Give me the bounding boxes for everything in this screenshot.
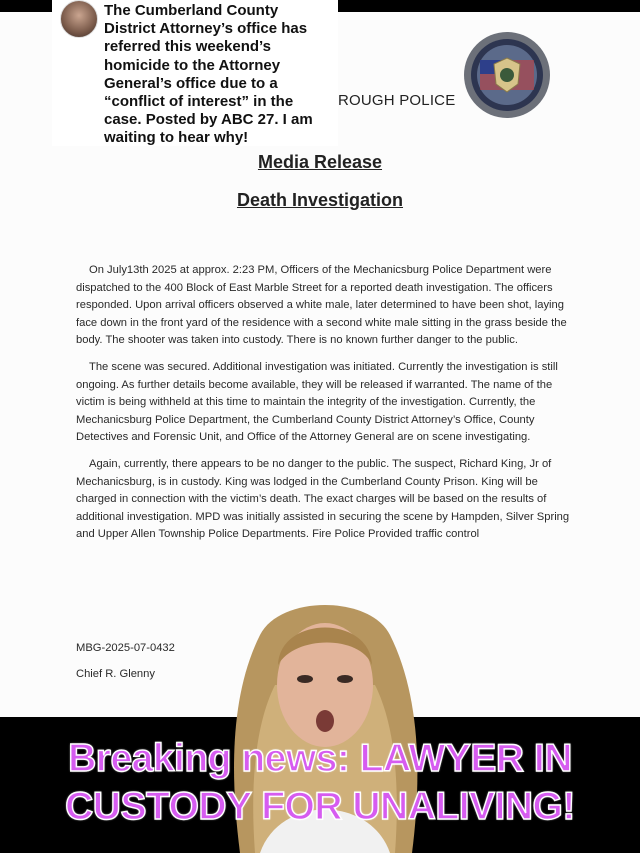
release-paragraph: On July13th 2025 at approx. 2:23 PM, Officers of the Mechanicsburg Police Department were dispatched to the 400 Block of East Marble Street for a reported death investigation. The officers responded. Upon arrival officers observed a white male, later determined to have been shot, laying face down in the front yard of the residence with a second white male sitting in the grass beside the body. The shooter was taken into custody. There is no known further danger to the public. [76,264,567,347]
comment-reply-bubble[interactable] [52,0,338,146]
avatar[interactable] [60,0,98,38]
breaking-news-caption-line1: Breaking news: LAWYER IN [68,737,572,780]
comment-text: The Cumberland County District Attorney’s office has referred this weekend’s homicide to the Attorney General’s office due to a “conflict of interest” in the case. Posted by ABC 27. I am waiting to hear why! [104,2,313,147]
department-heading: ROUGH POLICE [338,92,456,109]
police-seal-icon [462,30,552,120]
media-release-title: Media Release [257,152,383,172]
release-body [76,262,576,553]
release-paragraph: Again, currently, there appears to be no danger to the public. The suspect, Richard King, Jr of Mechanicsburg, is in custody. King was lodged in the Cumberland County Prison. King will be charged in connection with the victim’s death. The exact charges will be based on the results of additional investigation. MPD was initially assisted in securing the scene by Hampden, Silver Spring and Upper Allen Township Police Departments. Fire Police Provided traffic control [76,457,570,541]
release-paragraph: The scene was secured. Additional investigation was initiated. Currently the investigation is still ongoing. As further details become available, they will be released if warranted. The name of the victim is being withheld at this time to maintain the integrity of the investigation. Currently, the Mechanicsburg Police Department, the Cumberland County District Attorney’s Office, County Detectives and Forensic Unit, and Office of the Attorney General are on scene investigating. [76,360,558,444]
breaking-news-caption-line2: CUSTODY FOR UNALIVING! [65,785,575,828]
case-number: MBG-2025-07-0432 [76,642,175,654]
signature-line: Chief R. Glenny [76,668,155,680]
investigation-title: Death Investigation [236,190,404,210]
